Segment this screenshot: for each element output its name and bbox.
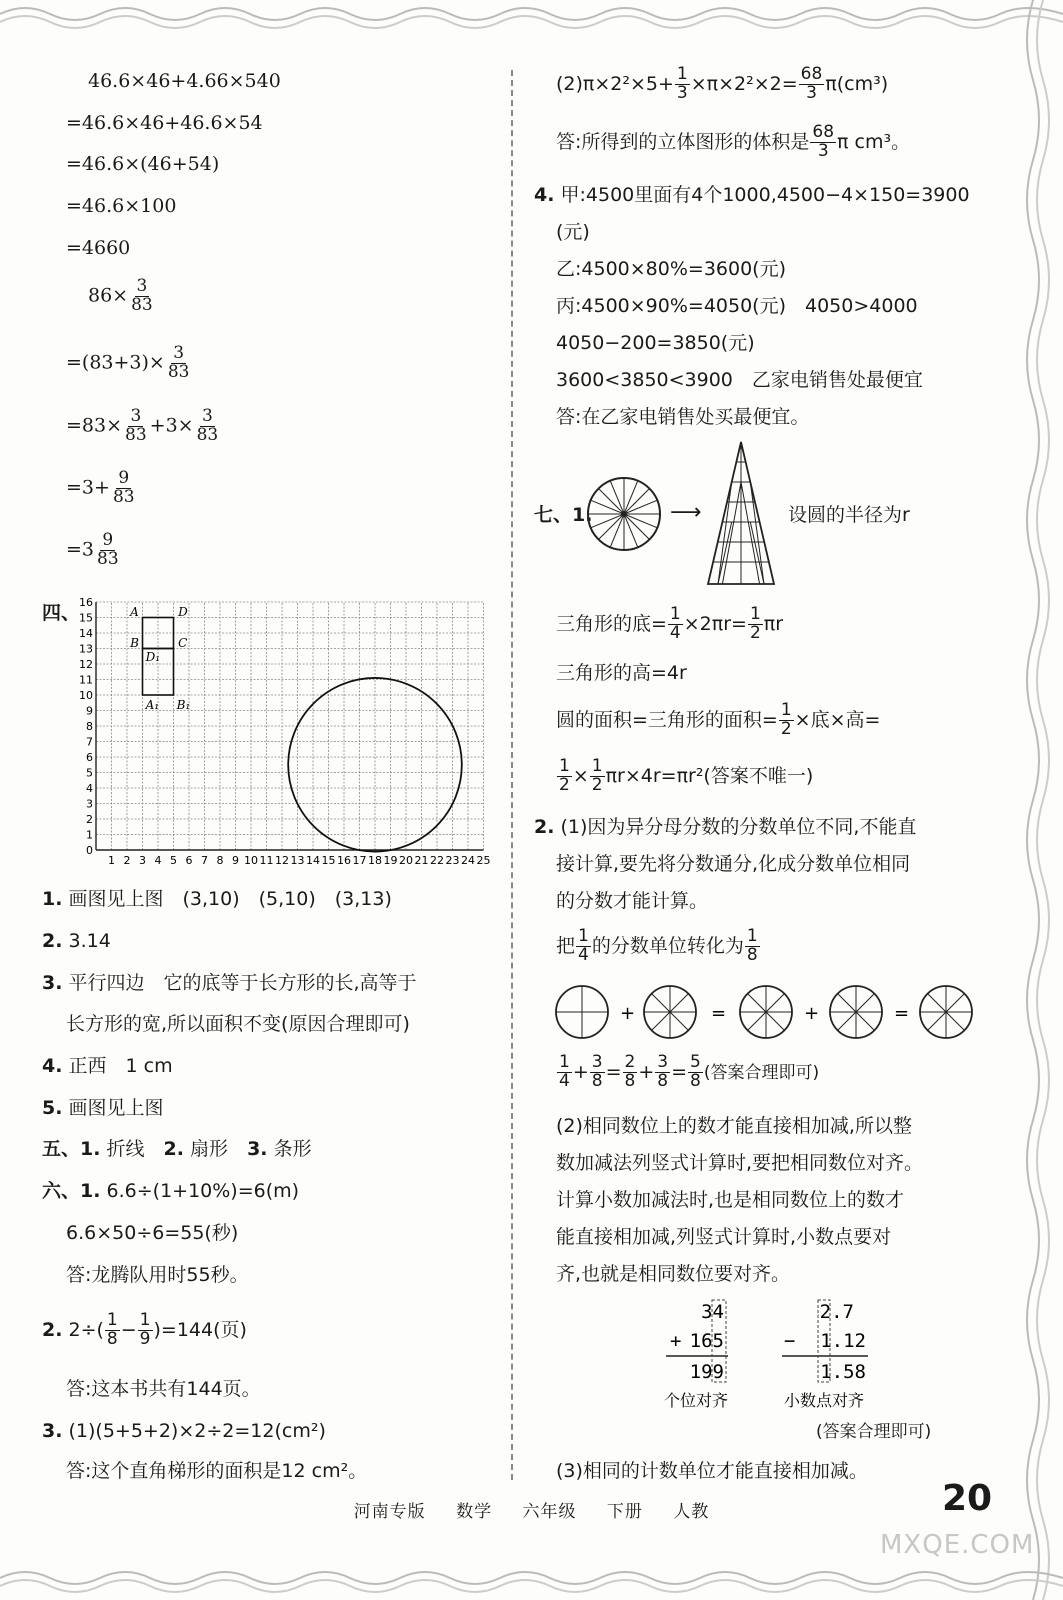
y-tick-label: 12 [79, 658, 93, 671]
y-tick-label: 7 [86, 735, 93, 749]
right-column [520, 0, 990, 1490]
calc2-text: 86× [88, 284, 129, 307]
x-tick-label: 9 [232, 854, 239, 867]
calc2-line-1 [88, 278, 156, 315]
point-label: B [130, 635, 139, 650]
x-tick-label: 1 [108, 854, 115, 867]
x-tick-label: 20 [399, 854, 413, 867]
equals-sign: = [711, 1003, 727, 1024]
answer-text: 条形 [273, 1138, 312, 1160]
y-tick-label: 10 [79, 689, 93, 702]
circle-eighths-2 [740, 986, 792, 1038]
circle-eighths-4 [920, 986, 972, 1038]
x-tick-label: 23 [445, 854, 460, 867]
answer-4-2 [42, 930, 111, 953]
fraction: $\frac{1}{4}$ [669, 604, 681, 643]
calc2-text: =83× [66, 414, 123, 437]
fraction: $\frac{1}{2}$ [749, 604, 761, 643]
x-tick-label: 7 [201, 854, 208, 867]
fraction: $\frac{5}{8}$ [690, 1052, 701, 1091]
answer-text: )=144(页) [153, 1318, 247, 1341]
x-tick-label: 18 [368, 854, 382, 867]
column-divider [511, 70, 513, 1480]
y-tick-label: 6 [86, 751, 93, 764]
calc2-line-3 [66, 408, 221, 445]
x-tick-label: 13 [290, 854, 305, 867]
x-tick-label: 8 [216, 854, 224, 867]
item-number: 1. [80, 1180, 101, 1202]
circle-area: 圆的面积=三角形的面积= $\frac{1}{2}$ ×底×高= [556, 700, 881, 739]
calc2-text: =3+ [66, 476, 110, 499]
fraction: $\frac{3}{8}$ [591, 1052, 603, 1091]
q2-p1-line-3: 的分数才能计算。 [556, 890, 709, 912]
section-4-label: 四、 [42, 602, 81, 624]
arrow-icon: ⟶ [670, 500, 702, 525]
y-tick-label: 14 [79, 627, 93, 640]
x-tick-label: 5 [170, 854, 177, 867]
footer-publisher: 人教 [673, 1502, 710, 1522]
section-6-line-6 [42, 1420, 326, 1443]
section-6-line-3: 答:龙腾队用时55秒。 [66, 1264, 249, 1286]
vertical-addition [652, 1296, 762, 1416]
answer-text: 平行四边 它的底等于长方形的长,高等于 [68, 972, 417, 994]
fraction: $\frac{1}{9}$ [139, 1310, 151, 1349]
y-tick-label: 15 [79, 611, 93, 625]
q2-p1-line-2: 接计算,要先将分数通分,化成分数单位相同 [556, 853, 911, 875]
vert-caption: 小数点对齐 [783, 1391, 865, 1410]
vert-top: 2.7 [819, 1301, 854, 1323]
footer-subject: 数学 [456, 1502, 493, 1522]
x-tick-label: 6 [185, 854, 193, 867]
item-number: 1. [80, 1138, 101, 1160]
item-number: 2. [42, 930, 63, 952]
section-6-line-5: 答:这本书共有144页。 [66, 1378, 261, 1400]
answer-4-1 [42, 888, 392, 911]
q2-p2-line-5: 齐,也就是相同数位要对齐。 [556, 1263, 791, 1285]
q2-p2-line-3: 计算小数加减法时,也是相同数位上的数才 [556, 1189, 905, 1211]
x-tick-label: 22 [430, 854, 444, 867]
fraction-unit-conversion: 把 $\frac{1}{4}$ 的分数单位转化为 $\frac{1}{8}$ [556, 926, 758, 965]
calc1-line-1: 46.6×46+4.66×540 [88, 70, 281, 92]
section-6-line-4 [42, 1312, 247, 1349]
vert-op: − [784, 1330, 796, 1352]
answer-text: 6.6÷(1+10%)=6(m) [106, 1180, 300, 1202]
fraction: $\frac{1}{8}$ [106, 1310, 118, 1349]
x-tick-label: 3 [139, 854, 146, 867]
section-6-line-2: 6.6×50÷6=55(秒) [66, 1222, 239, 1244]
fraction: $\frac{1}{4}$ [559, 1052, 570, 1091]
item-number: 4. [42, 1055, 63, 1077]
vert-mid: 1.12 [820, 1330, 866, 1352]
answer-4-3-cont: 长方形的宽,所以面积不变(原因合理即可) [66, 1013, 410, 1035]
fraction: $\frac{3}{83}$ [131, 276, 153, 315]
point-label: B₁ [176, 697, 191, 712]
y-tick-label: 11 [79, 673, 93, 687]
section-6-line-1 [42, 1180, 299, 1203]
item-number: 2. [163, 1138, 184, 1160]
answer-4-4 [42, 1055, 173, 1078]
footer-grade: 六年级 [522, 1502, 577, 1522]
fraction: $\frac{68}{3}$ [800, 64, 823, 103]
x-tick-label: 4 [154, 854, 162, 867]
y-tick-label: 2 [86, 813, 93, 826]
q2-p2-line-2: 数加减法列竖式计算时,要把相同数位对齐。 [556, 1152, 924, 1174]
fraction: $\frac{1}{4}$ [578, 926, 589, 965]
page-number: 20 [942, 1478, 993, 1519]
triangle-base: 三角形的底= $\frac{1}{4}$ ×2πr= $\frac{1}{2}$ πr [556, 604, 784, 643]
fraction-circles-diagram [554, 982, 974, 1046]
fraction: $\frac{1}{8}$ [746, 926, 758, 965]
vert-caption: 个位对齐 [663, 1391, 729, 1410]
section-6-label: 六、 [42, 1180, 81, 1202]
y-tick-label: 3 [86, 797, 93, 811]
x-tick-label: 21 [414, 854, 429, 867]
answer-4-3 [42, 972, 417, 995]
x-tick-label: 12 [275, 854, 289, 867]
y-tick-label: 1 [86, 828, 93, 842]
vert-mid: 165 [689, 1330, 724, 1352]
y-tick-label: 16 [79, 596, 93, 609]
item-number: 5. [42, 1097, 63, 1119]
calc1-line-3: =46.6×(46+54) [66, 153, 220, 175]
section-5 [42, 1138, 312, 1161]
triangle-height: 三角形的高=4r [556, 662, 687, 684]
answer-note: (答案合理即可) [816, 1422, 932, 1442]
y-tick-label: 4 [86, 782, 93, 795]
fraction: $\frac{9}{83}$ [97, 530, 119, 569]
section-6-line-7: 答:这个直角梯形的面积是12 cm²。 [66, 1460, 368, 1482]
coordinate-grid [68, 596, 491, 867]
fraction: $\frac{68}{3}$ [812, 122, 835, 161]
y-tick-label: 5 [86, 766, 93, 780]
decorative-border-right [1003, 0, 1063, 1600]
fraction: $\frac{1}{2}$ [780, 700, 792, 739]
answer-text: (1)(5+5+2)×2÷2=12(cm²) [68, 1420, 326, 1442]
answer-text: 正西 1 cm [68, 1055, 173, 1077]
vertical-subtraction [776, 1296, 896, 1416]
calc2-line-4 [66, 470, 138, 507]
circle-eighths-3 [830, 986, 882, 1038]
fraction: $\frac{3}{83}$ [125, 406, 147, 445]
plus-sign: + [620, 1003, 636, 1024]
calc1-line-5: =4660 [66, 237, 131, 259]
r-line-2: 答:所得到的立体图形的体积是 $\frac{68}{3}$ π cm³。 [556, 122, 911, 161]
answer-text: 扇形 [190, 1138, 229, 1160]
footer [0, 1497, 1063, 1522]
q2-p2-line-1: (2)相同数位上的数才能直接相加减,所以整 [556, 1115, 912, 1137]
fraction: $\frac{2}{8}$ [624, 1052, 636, 1091]
circle-eighths-1 [644, 986, 696, 1038]
y-tick-label: 8 [86, 720, 93, 733]
q4-line-6: 3600<3850<3900 乙家电销售处最便宜 [556, 369, 923, 391]
fraction: $\frac{3}{8}$ [657, 1052, 669, 1091]
point-label: C [178, 635, 188, 650]
x-tick-label: 25 [476, 854, 491, 867]
answer-text: 2÷( [68, 1318, 104, 1341]
point-label: D [178, 604, 188, 619]
vert-op: + [670, 1330, 682, 1352]
vert-result: 1.58 [820, 1361, 866, 1383]
footer-volume: 下册 [606, 1502, 643, 1522]
section-5-label: 五、 [42, 1138, 81, 1160]
calc1-line-2: =46.6×46+46.6×54 [66, 112, 263, 134]
radius-statement: 设圆的半径为r [788, 504, 910, 526]
fraction-sum: $\frac{1}{4}$ + $\frac{3}{8}$ = $\frac{2}{8}$ + $\frac{3}{8}$ = $\frac{5}{8}$ (答案合理即可) [559, 1052, 820, 1091]
calc2-text: =(83+3)× [66, 351, 165, 374]
y-tick-label: 9 [86, 704, 93, 718]
q4-line-5: 4050−200=3850(元) [556, 332, 755, 354]
x-tick-label: 15 [321, 854, 336, 867]
item-number: 2. [42, 1318, 63, 1341]
footer-edition: 河南专版 [353, 1502, 426, 1522]
point-label: A₁ [145, 697, 160, 712]
calc2-line-5 [66, 532, 122, 569]
item-number: 3. [247, 1138, 268, 1160]
x-tick-label: 19 [383, 854, 398, 867]
x-tick-label: 16 [337, 854, 351, 867]
y-tick-label: 0 [86, 844, 93, 857]
q4-line-1: 4. 甲:4500里面有4个1000,4500−4×150=3900 [534, 184, 970, 206]
x-tick-label: 10 [244, 854, 258, 867]
y-tick-label: 13 [79, 642, 93, 656]
answer-text: 折线 [106, 1138, 145, 1160]
item-number: 3. [42, 1420, 63, 1442]
r-line-1: (2)π×2²×5+ $\frac{1}{3}$ ×π×2²×2= $\frac{68}{3}$ π(cm³) [556, 64, 889, 103]
triangle-diagram [706, 440, 776, 586]
answer-text: 3.14 [68, 930, 111, 952]
section-7-label: 七、1. [534, 504, 593, 526]
watermark: MXQE.COM [880, 1530, 1035, 1560]
circle-quarters [556, 986, 608, 1038]
q4-line-4: 丙:4500×90%=4050(元) 4050>4000 [556, 295, 918, 317]
fraction: $\frac{1}{2}$ [559, 756, 570, 795]
point-label: A [130, 604, 139, 619]
x-tick-label: 11 [259, 854, 274, 867]
x-tick-label: 17 [352, 854, 367, 867]
point-label: D₁ [145, 649, 161, 664]
item-number: 3. [42, 972, 63, 994]
equals-sign: = [894, 1003, 910, 1024]
q4-line-2: (元) [556, 221, 590, 243]
answer-text: 画图见上图 [68, 1097, 164, 1119]
calc2-text: +3× [149, 414, 194, 437]
answer-text: − [120, 1318, 137, 1341]
circle-sector-diagram [584, 474, 664, 554]
left-column [0, 0, 510, 1490]
calc2-text: =3 [66, 538, 95, 561]
q4-line-7: 答:在乙家电销售处买最便宜。 [556, 406, 810, 428]
x-tick-label: 24 [461, 854, 475, 867]
circle-area-calc: $\frac{1}{2}$ × $\frac{1}{2}$ πr×4r=πr²(答案不唯一) [559, 756, 814, 795]
vert-result: 199 [689, 1361, 724, 1383]
fraction: $\frac{9}{83}$ [112, 468, 135, 507]
fraction: $\frac{3}{83}$ [196, 406, 219, 445]
q2-p3: (3)相同的计数单位才能直接相加减。 [556, 1460, 868, 1482]
x-tick-label: 14 [306, 854, 320, 867]
x-tick-label: 2 [123, 854, 131, 867]
calc2-line-2 [66, 345, 193, 382]
plus-sign: + [804, 1003, 820, 1024]
item-number: 1. [42, 888, 63, 910]
q4-line-3: 乙:4500×80%=3600(元) [556, 258, 787, 280]
fraction: $\frac{1}{2}$ [591, 756, 603, 795]
q2-p1-line-1: 2. (1)因为异分母分数的分数单位不同,不能直 [534, 816, 917, 838]
answer-text: 画图见上图 (3,10) (5,10) (3,13) [68, 888, 392, 910]
q2-p2-line-4: 能直接相加减,列竖式计算时,小数点要对 [556, 1226, 892, 1248]
calc1-line-4: =46.6×100 [66, 195, 177, 217]
vert-top: 34 [701, 1301, 724, 1323]
fraction: $\frac{3}{83}$ [167, 343, 190, 382]
fraction: $\frac{1}{3}$ [676, 64, 688, 103]
answer-4-5 [42, 1097, 164, 1120]
